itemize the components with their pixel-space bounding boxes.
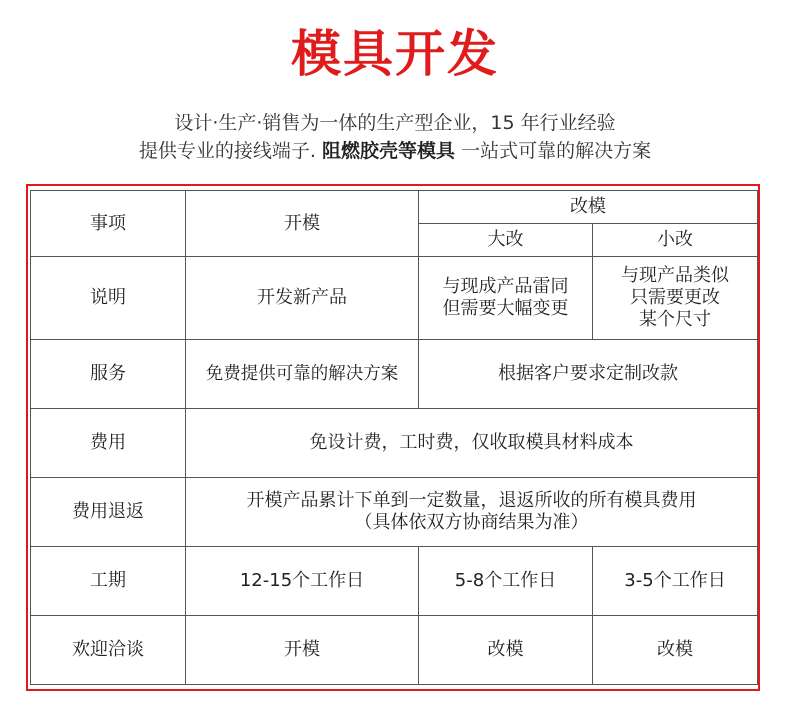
intro-line-2-bold: 阻燃胶壳等模具 (322, 140, 456, 162)
table-row (31, 257, 758, 340)
intro-line-2-prefix: 提供专业的接线端子. (138, 140, 323, 162)
row-label-period: 工期 (31, 547, 186, 616)
row-label-refund: 费用退返 (31, 478, 186, 547)
fee-value: 免设计费，工时费，仅收取模具材料成本 (186, 409, 758, 478)
table-row (31, 616, 758, 685)
consult-minor: 改模 (593, 616, 758, 685)
description-major (419, 257, 593, 340)
service-open: 免费提供可靠的解决方案 (186, 340, 419, 409)
intro-line-2 (0, 138, 790, 164)
table-header-row (31, 191, 758, 224)
consult-major: 改模 (419, 616, 593, 685)
description-open: 开发新产品 (186, 257, 419, 340)
row-label-consult: 欢迎洽谈 (31, 616, 186, 685)
header-modify-mold: 改模 (419, 191, 758, 224)
intro-line-2-suffix: 一站式可靠的解决方案 (455, 140, 652, 162)
consult-open: 开模 (186, 616, 419, 685)
refund-line: （具体依双方协商结果为准） (354, 512, 589, 533)
table-row (31, 340, 758, 409)
refund-value (186, 478, 758, 547)
service-modify: 根据客户要求定制改款 (419, 340, 758, 409)
row-label-fee: 费用 (31, 409, 186, 478)
description-minor (593, 257, 758, 340)
table-row (31, 478, 758, 547)
header-item: 事项 (31, 191, 186, 257)
header-open-mold: 开模 (186, 191, 419, 257)
header-minor-change: 小改 (593, 224, 758, 257)
row-label-service: 服务 (31, 340, 186, 409)
intro-line-1: 设计·生产·销售为一体的生产型企业，15 年行业经验 (174, 112, 616, 134)
period-major: 5-8个工作日 (419, 547, 593, 616)
mold-development-table (30, 190, 758, 685)
table-row (31, 409, 758, 478)
header-major-change: 大改 (419, 224, 593, 257)
description-minor-line: 与现产品类似 (621, 265, 729, 286)
page-title: 模具开发 (291, 25, 499, 83)
table-row (31, 547, 758, 616)
description-minor-line: 某个尺寸 (639, 309, 711, 330)
mold-table-frame (26, 184, 760, 691)
period-open: 12-15个工作日 (186, 547, 419, 616)
row-label-description: 说明 (31, 257, 186, 340)
refund-line: 开模产品累计下单到一定数量，退返所收的所有模具费用 (246, 490, 697, 511)
description-minor-line: 只需要更改 (630, 287, 720, 308)
description-major-line: 但需要大幅变更 (442, 298, 569, 319)
period-minor: 3-5个工作日 (593, 547, 758, 616)
description-major-line: 与现成产品雷同 (442, 276, 569, 297)
